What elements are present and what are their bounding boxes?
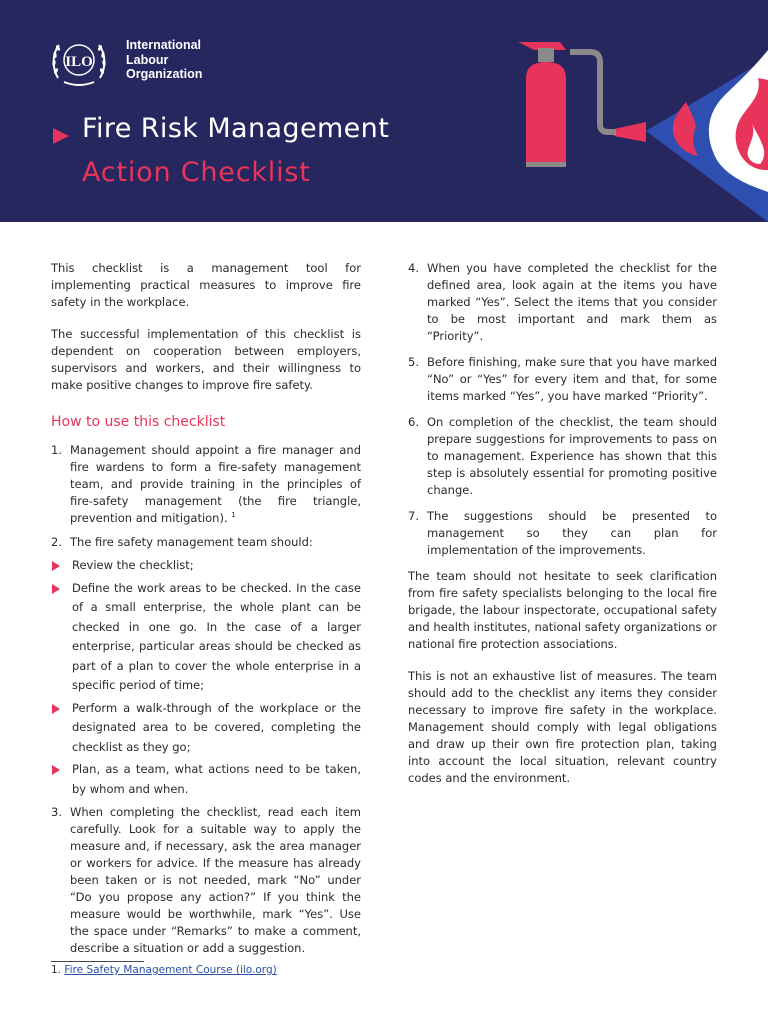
- step-number: 1.: [51, 443, 62, 457]
- bullet-item: [51, 699, 361, 758]
- extinguisher-nozzle: [614, 122, 646, 142]
- step-1: [51, 442, 361, 527]
- org-name-line1: International: [126, 38, 202, 52]
- bullet-arrow-icon: [52, 704, 60, 714]
- step-number: 6.: [408, 415, 419, 429]
- org-name: [126, 38, 202, 82]
- footnote-divider: [51, 961, 144, 962]
- bullet-text: Plan, as a team, what actions need to be taken, by whom and when.: [72, 762, 361, 796]
- step-6: [408, 414, 717, 499]
- step-text: When completing the checklist, read each item carefully. Look for a suitable way to apply the measure and, if necessary, ask the area manager or workers for advice. If the measure has already been taken or is not needed, mark “No” under “Do you propose any action?” If you think the measure would be worthwhile, mark “Yes”. Use the space under “Remarks” to make a comment, describe a situation or add a suggestion.: [70, 805, 361, 955]
- footnote: [51, 964, 277, 976]
- fire-extinguisher-illustration: [500, 20, 768, 222]
- step-text: [70, 442, 361, 527]
- extinguisher-body: [526, 62, 566, 162]
- extinguisher-hose: [570, 52, 616, 132]
- step-3: [51, 804, 361, 957]
- step-5: [408, 354, 717, 405]
- footnote-ref[interactable]: 1: [231, 511, 236, 520]
- intro-paragraph-2: The successful implementation of this checklist is dependent on cooperation between employers, supervisors and workers, and their willingness to make positive changes to improve fire safety.: [51, 327, 361, 392]
- page-title: Fire Risk Management: [82, 113, 390, 144]
- step-4: [408, 260, 717, 345]
- bullet-arrow-icon: [52, 584, 60, 594]
- step-number: 5.: [408, 355, 419, 369]
- title-arrow-icon: [53, 128, 69, 144]
- step-text: When you have completed the checklist for the defined area, look again at the items you have marked “Yes”. Select the items that you consider to be most important and mark them as “Priority”.: [427, 261, 717, 343]
- how-to-heading: How to use this checklist: [51, 414, 226, 430]
- org-name-line3: Organization: [126, 67, 203, 81]
- step-text: On completion of the checklist, the team should prepare suggestions for improvements to pass on to management. Experience has shown that this step is absolutely essential for promoting positive change.: [427, 415, 717, 497]
- header-banner: [0, 0, 768, 222]
- closing-paragraph-1: The team should not hesitate to seek clarification from fire safety specialists belonging to the local fire brigade, the labour inspectorate, occupational safety and health institutes, national safety organizations or national fire protection associations.: [408, 569, 717, 651]
- footnote-link[interactable]: Fire Safety Management Course (ilo.org): [64, 964, 277, 976]
- right-column: [408, 260, 717, 802]
- step-text: The fire safety management team should:: [70, 535, 313, 549]
- step-number: 3.: [51, 805, 62, 819]
- step-number: 4.: [408, 261, 419, 275]
- page-subtitle: Action Checklist: [82, 157, 311, 188]
- bullet-text: Perform a walk-through of the workplace or the designated area to be covered, completing the checklist as they go;: [72, 700, 361, 754]
- bullet-text: Review the checklist;: [72, 558, 194, 572]
- intro-paragraph-1: This checklist is a management tool for implementing practical measures to improve fire safety in the workplace.: [51, 261, 361, 309]
- left-column: [51, 260, 361, 964]
- extinguisher-base: [526, 162, 566, 167]
- ilo-logo-text: ILO: [65, 54, 93, 70]
- extinguisher-valve: [538, 48, 554, 62]
- bullet-item: [51, 579, 361, 696]
- bullet-arrow-icon: [52, 765, 60, 775]
- bullet-text: Define the work areas to be checked. In the case of a small enterprise, the whole plant can be checked in one go. In the case of a larger enterprise, particular areas should be checked as part of a plan to cover the whole enterprise in a specific period of time;: [72, 580, 361, 692]
- footnote-number: 1.: [51, 964, 62, 976]
- step-text-body: Management should appoint a fire manager and fire wardens to form a fire-safety management team, and provide training in the principles of fire-safety management (the fire triangle, prevention and mitigation).: [70, 443, 361, 525]
- org-name-line2: Labour: [126, 52, 169, 67]
- bullet-item: [51, 556, 361, 576]
- step-number: 2.: [51, 535, 62, 549]
- closing-paragraph-2: This is not an exhaustive list of measures. The team should add to the checklist any items they consider necessary to improve fire safety in the workplace. Management should comply with legal obligations and draw up their own fire protection plan, taking into account the local situation, relevant country codes and the environment.: [408, 669, 717, 785]
- bullet-item: [51, 760, 361, 799]
- step-text: The suggestions should be presented to management so they can plan for implementation of the improvements.: [427, 509, 717, 557]
- bullet-arrow-icon: [52, 561, 60, 571]
- step-text: Before finishing, make sure that you have marked “No” or “Yes” for every item and that, for some items marked “Yes”, you have marked “Priority”.: [427, 355, 717, 403]
- step-number: 7.: [408, 509, 419, 523]
- ilo-logo-emblem: [50, 34, 108, 90]
- step-2: [51, 534, 361, 551]
- step-7: [408, 508, 717, 559]
